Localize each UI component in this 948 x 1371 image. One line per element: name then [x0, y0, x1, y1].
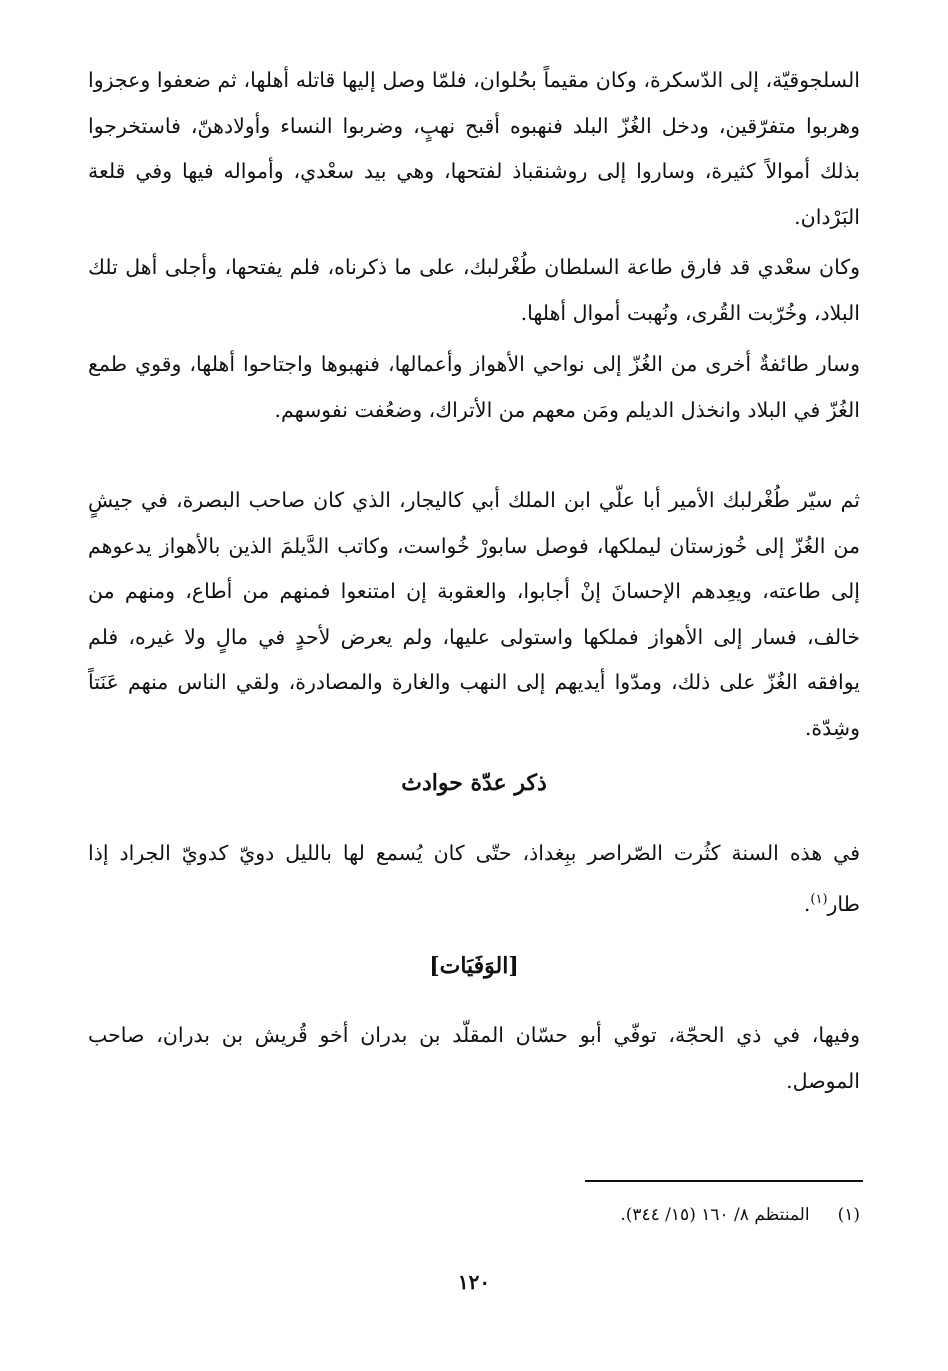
- section-heading-deaths: [الوَفَيَات]: [429, 953, 519, 979]
- paragraph-4: ثم سيّر طُغْرلبك الأمير أبا علّي ابن الملك أبي كاليجار، الذي كان صاحب البصرة، في جيشٍ من الغُزّ إلى خُوزستان ليملكها، فوصل سابورْ خُواست، وكاتب الدَّيلمَ الذين بالأهواز يدعوهم إلى طاعته، ويعِدهم الإحسانَ إنْ أجابوا، والعقوبة إن امتنعوا فمنهم من أطاع، ومنهم من خالف، فسار إلى الأهواز فملكها واستولى عليها، ولم يعرض لأحدٍ في مالٍ ولا غيره، فلم يوافقه الغُزّ على ذلك، ومدّوا أيديهم إلى النهب والغارة والمصادرة، ولقي الناس منهم عَنَتاً وشِدّة.: [88, 488, 860, 740]
- paragraph-events-text: في هذه السنة كثُرت الصّراصر ببِغداذ، حتّى كان يُسمع لها بالليل دويّ كدويّ الجراد إذا طار: [88, 841, 860, 916]
- paragraph-deaths: وفيها، في ذي الحجّة، توفّي أبو حسّان المقلّد بن بدران أخو قُريش بن بدران، صاحب الموصل.: [88, 1023, 860, 1093]
- section-heading-events: ذكر عدّة حوادث: [401, 770, 547, 796]
- footnote-number: (١): [837, 1205, 860, 1225]
- page-number: ١٢٠: [457, 1270, 491, 1294]
- footnote-text: المنتظم ٨/ ١٦٠ (١٥/ ٣٤٤).: [620, 1205, 810, 1225]
- footnote-reference: (١): [810, 891, 828, 907]
- paragraph-1: السلجوقيّة، إلى الدّسكرة، وكان مقيماً بحُلوان، فلمّا وصل إليها قاتله أهلها، ثم ضعفوا وعجزوا وهربوا متفرّقين، ودخل الغُزّ البلد فنهبوه أقبح نهبٍ، وضربوا النساء وأولادهنّ، فاستخرجوا بذلك أموالاً كثيرة، وساروا إلى روشنقباذ لفتحها، وهي بيد سعْدي، وأمواله فيها وفي قلعة البَرْدان.: [88, 68, 860, 229]
- paragraph-events: [88, 831, 860, 927]
- paragraph-3: وسار طائفةٌ أخرى من الغُزّ إلى نواحي الأهواز وأعمالها، فنهبوها واجتاحوا أهلها، وقوي طمع الغُزّ في البلاد وانخذل الديلم ومَن معهم من الأتراك، وضعُفت نفوسهم.: [88, 352, 860, 422]
- paragraph-events-end: .: [803, 891, 811, 916]
- footnote-divider: [585, 1180, 863, 1182]
- footnote: [620, 1205, 860, 1225]
- paragraph-2: وكان سعْدي قد فارق طاعة السلطان طُغْرلبك، على ما ذكرناه، فلم يفتحها، وأجلى أهل تلك البلاد، وخُرّبت القُرى، ونُهبت أموال أهلها.: [88, 255, 860, 325]
